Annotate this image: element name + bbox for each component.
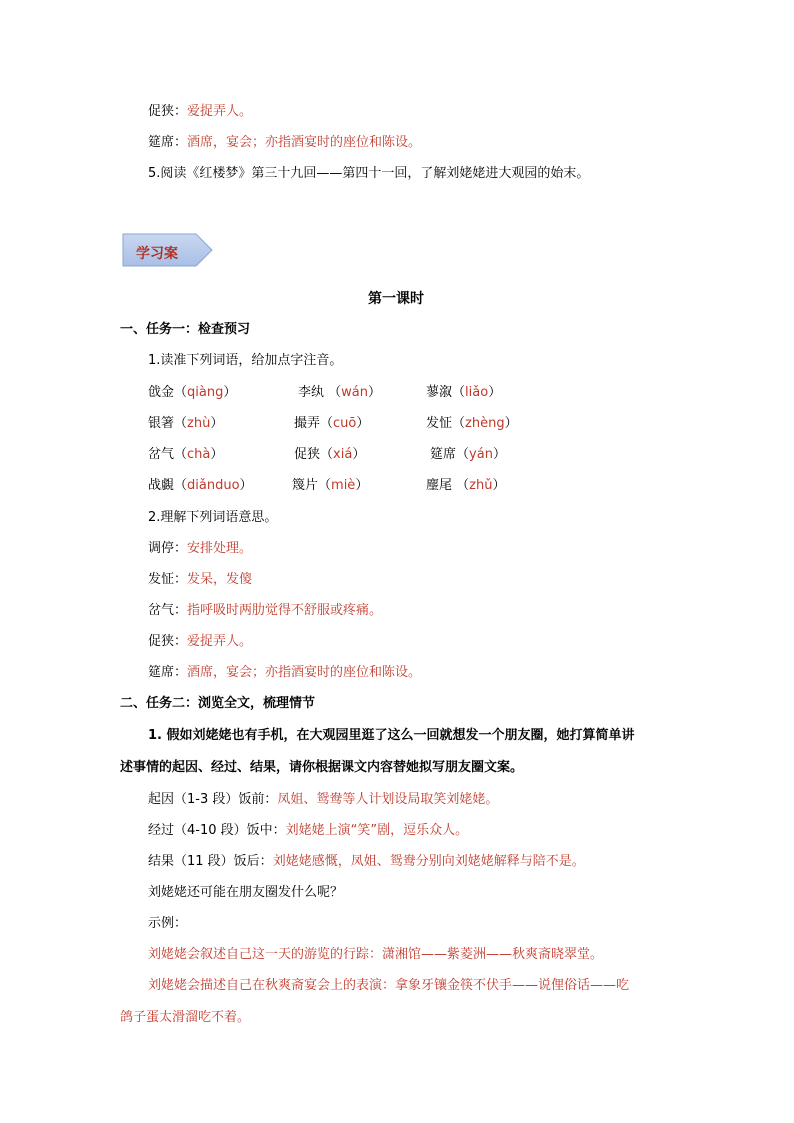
pinyin-item: 篾片（miè） <box>292 478 369 493</box>
definition-row: 发怔：发呆，发傻 <box>148 572 253 587</box>
definition-row: 促狭：爱捉弄人。 <box>148 634 253 649</box>
task2-question-line-1: 1. 假如刘姥姥也有手机，在大观园里逛了这么一回就想发一个朋友圈，她打算简单讲 <box>148 728 635 743</box>
term-label: 促狭： <box>148 104 188 119</box>
pinyin-item: 戗金（qiàng） <box>148 385 237 400</box>
section-banner <box>122 232 214 268</box>
followup-question: 刘姥姥还可能在朋友圈发什么呢？ <box>148 885 344 900</box>
pinyin-item: 筵席（yán） <box>430 447 506 462</box>
pinyin-item: 撮弄（cuō） <box>294 416 370 431</box>
banner-label: 学习案 <box>136 246 178 262</box>
definition-row: 调停：安排处理。 <box>148 541 253 556</box>
pinyin-item: 银箸（zhù） <box>148 416 224 431</box>
term-definition: 爱捉弄人。 <box>187 104 253 119</box>
term-definition: 酒席，宴会；亦指酒宴时的座位和陈设。 <box>187 135 422 150</box>
example-answer-2-line-2: 鸽子蛋太滑溜吃不着。 <box>120 1010 251 1025</box>
pinyin-item: 蓼溆（liǎo） <box>426 385 502 400</box>
task1-question-1: 1.读准下列词语，给加点字注音。 <box>148 353 343 368</box>
definition-row: 筵席：酒席，宴会；亦指酒宴时的座位和陈设。 <box>148 665 422 680</box>
pinyin-item: 促狭（xiá） <box>294 447 366 462</box>
plot-row: 结果（11 段）饭后：刘姥姥感慨，凤姐、鸳鸯分别向刘姥姥解释与陪不是。 <box>148 854 585 869</box>
pinyin-item: 岔气（chà） <box>148 447 224 462</box>
definition-row: 岔气：指呼吸时两肋觉得不舒服或疼痛。 <box>148 603 383 618</box>
pinyin-item: 战覷（diǎnduo） <box>148 478 253 493</box>
pinyin-item: 麈尾 （zhǔ） <box>426 478 506 493</box>
plot-row: 起因（1-3 段）饭前：凤姐、鸳鸯等人计划设局取笑刘姥姥。 <box>148 792 499 807</box>
plot-row: 经过（4-10 段）饭中：刘姥姥上演“笑”剧，逗乐众人。 <box>148 823 469 838</box>
top-def-row-1 <box>148 105 252 118</box>
task2-question-line-2: 述事情的起因、经过、结果，请你根据课文内容替她拟写朋友圈文案。 <box>120 760 524 775</box>
task1-heading: 一、任务一：检查预习 <box>120 322 251 337</box>
pinyin-item: 发怔（zhèng） <box>426 416 518 431</box>
lesson-title: 第一课时 <box>368 291 424 307</box>
top-def-row-2 <box>148 136 421 149</box>
task2-heading: 二、任务二：浏览全文，梳理情节 <box>120 696 316 711</box>
reading-assignment: 5.阅读《红楼梦》第三十九回——第四十一回，了解刘姥姥进大观园的始末。 <box>148 166 590 181</box>
pinyin-item: 李纨 （wán） <box>298 385 382 400</box>
example-answer-2-line-1: 刘姥姥会描述自己在秋爽斋宴会上的表演：拿象牙镶金筷不伏手——说俚俗话——吃 <box>148 978 630 993</box>
term-label: 筵席： <box>148 135 188 150</box>
example-label: 示例： <box>148 916 188 931</box>
example-answer-1: 刘姥姥会叙述自己这一天的游览的行踪：潇湘馆——紫菱洲——秋爽斋晓翠堂。 <box>148 947 604 962</box>
task1-question-2: 2.理解下列词语意思。 <box>148 510 278 525</box>
